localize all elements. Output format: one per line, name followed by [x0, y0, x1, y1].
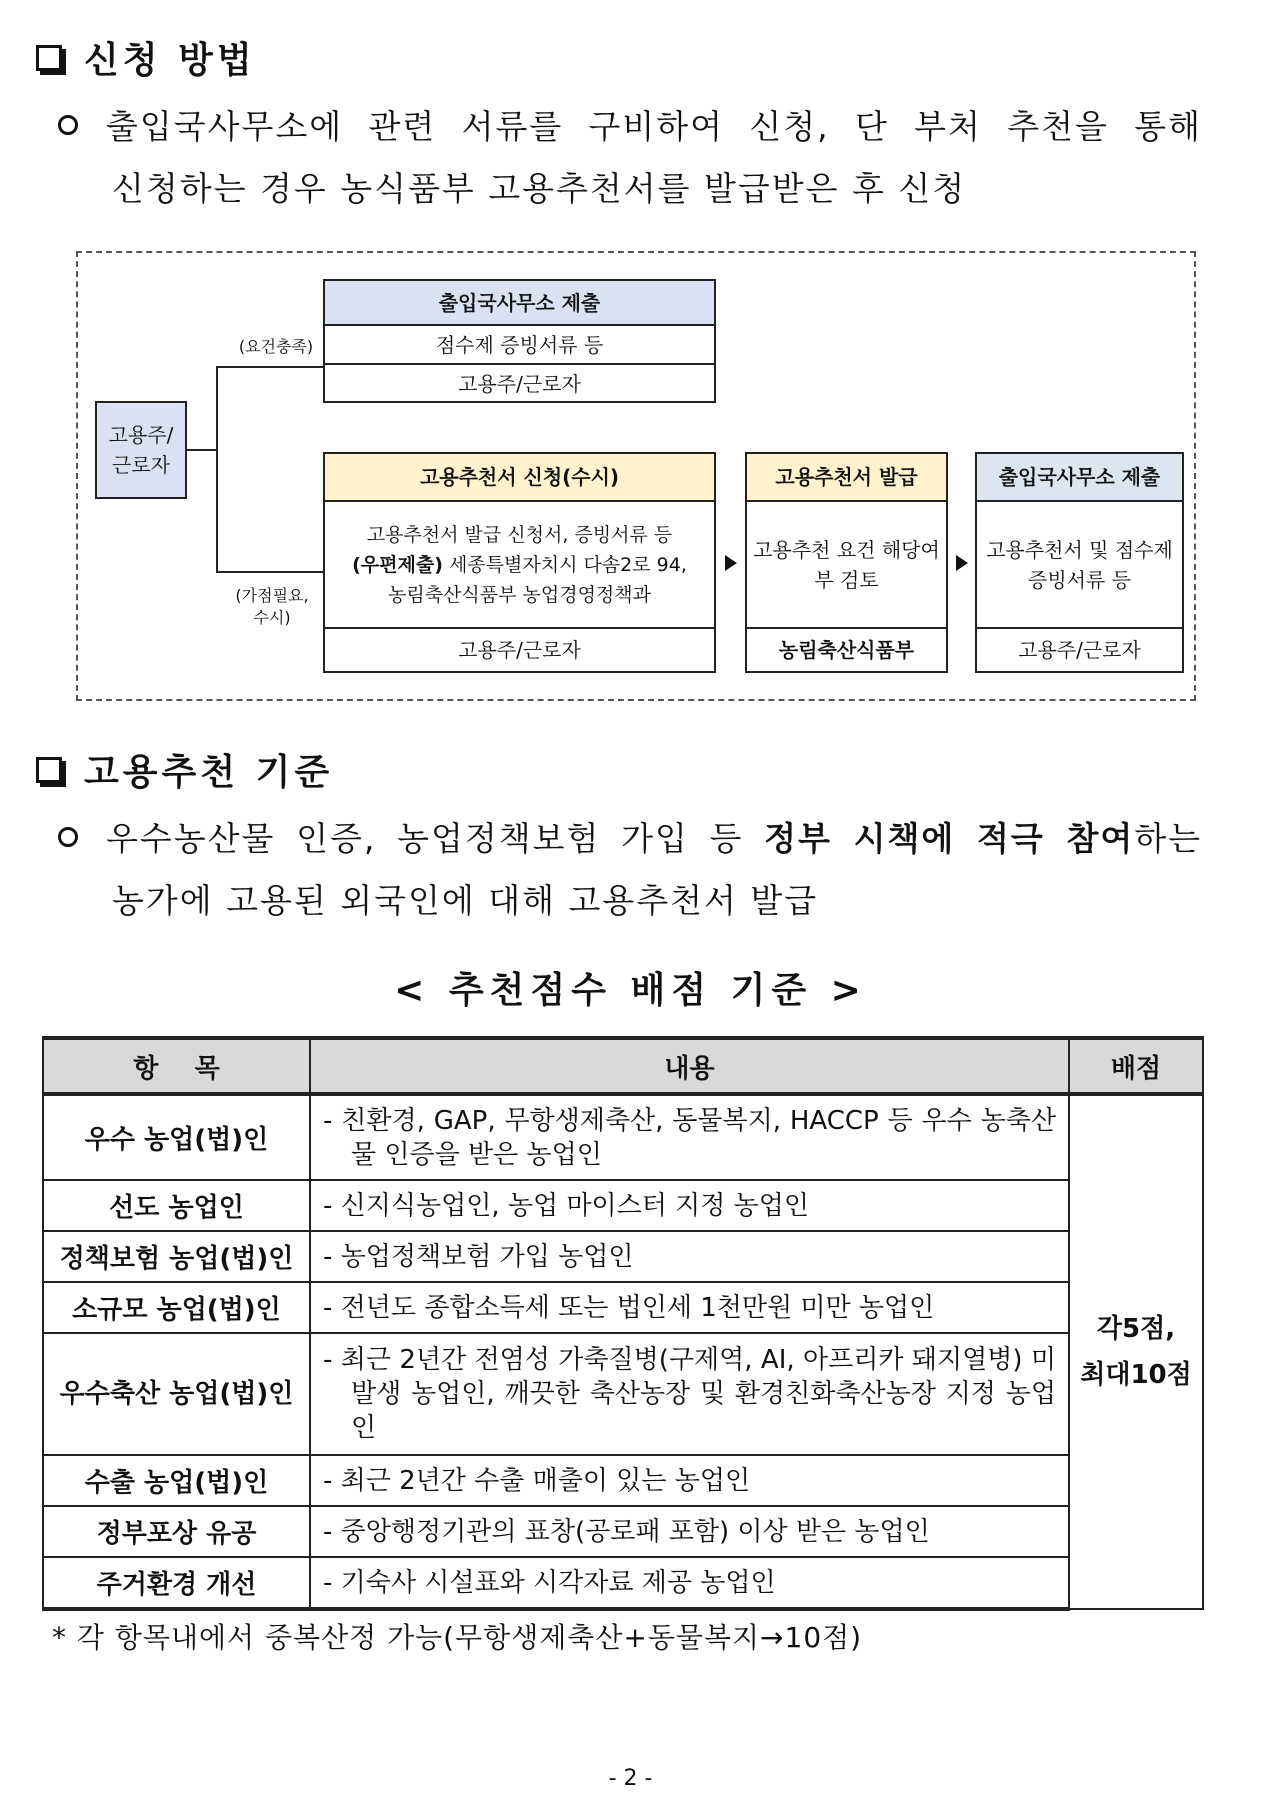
direct-actor: 고용주/근로자	[458, 372, 581, 396]
page-number: - 2 -	[608, 1766, 653, 1791]
section-heading-apply	[36, 32, 256, 83]
section-heading-criteria	[36, 744, 333, 795]
row-content: - 농업정책보험 가입 농업인	[323, 1241, 634, 1272]
table-title: < 추천점수 배점 기준 >	[394, 970, 867, 1011]
step1-footer: 고용주/근로자	[458, 638, 581, 662]
table-row	[43, 1506, 1203, 1557]
criteria-line-1b: 하는	[1134, 819, 1202, 858]
row-item: 정부포상 유공	[43, 1506, 310, 1557]
table-row	[43, 1333, 1203, 1455]
table-row	[43, 1557, 1203, 1609]
row-content: - 최근 2년간 수출 매출이 있는 농업인	[323, 1465, 751, 1496]
connector-line	[216, 366, 218, 572]
criteria-paragraph	[58, 808, 1202, 932]
checkbox-icon	[36, 757, 62, 783]
header-item: 항 목	[43, 1038, 310, 1094]
step3-footer: 고용주/근로자	[1018, 638, 1141, 662]
applicant-box: 고용주/근로자	[95, 401, 187, 499]
row-content: - 신지식농업인, 농업 마이스터 지정 농업인	[323, 1190, 809, 1221]
step-recommend-application	[323, 452, 716, 673]
criteria-line-1a: 우수농산물 인증, 농업정책보험 가입 등	[106, 819, 765, 858]
score-line-2: 최대10점	[1080, 1360, 1192, 1390]
direct-submission-box	[323, 279, 716, 403]
section-title: 고용추천 기준	[84, 752, 334, 793]
row-item: 소규모 농업(법)인	[43, 1282, 310, 1333]
note-bonus: (가점필요, 수시)	[235, 586, 309, 627]
connector-line	[216, 366, 324, 368]
arrow-right-icon	[956, 555, 968, 571]
row-content: - 최근 2년간 전염성 가축질병(구제역, AI, 아프리카 돼지열병) 미발생 농업인, 깨끗한 축산농장 및 환경친화축산농장 지정 농업인	[323, 1345, 1056, 1443]
apply-line-2: 신청하는 경우 농식품부 고용추천서를 발급받은 후 신청	[112, 169, 967, 208]
header-score: 배점	[1069, 1038, 1203, 1094]
bullet-circle-icon	[58, 115, 78, 135]
connector-line	[216, 571, 324, 573]
apply-line-1: 출입국사무소에 관련 서류를 구비하여 신청, 단 부처 추천을 통해	[106, 107, 1202, 146]
table-row	[43, 1180, 1203, 1231]
step1-body-line3: 농림축산식품부 농업경영정책과	[388, 583, 651, 606]
step3-body: 고용추천서 및 점수제 증빙서류 등	[977, 502, 1182, 629]
row-content: - 전년도 종합소득세 또는 법인세 1천만원 미만 농업인	[323, 1292, 935, 1323]
row-item: 정책보험 농업(법)인	[43, 1231, 310, 1282]
direct-docs: 점수제 증빙서류 등	[325, 326, 714, 365]
bullet-circle-icon	[58, 827, 78, 847]
footnote: * 각 항목내에서 중복산정 가능(무항생제축산+동물복지→10점)	[52, 1621, 863, 1654]
step1-address: 세종특별자치시 다솜2로 94,	[442, 553, 687, 576]
step2-body: 고용추천 요건 해당여부 검토	[747, 502, 946, 629]
checkbox-icon	[36, 45, 62, 71]
table-header-row	[43, 1038, 1203, 1094]
step1-body-line1: 고용추천서 발급 신청서, 증빙서류 등	[366, 523, 673, 546]
row-content: - 중앙행정기관의 표창(공로패 포함) 이상 받은 농업인	[323, 1516, 930, 1547]
step2-header: 고용추천서 발급	[747, 454, 946, 502]
note-requirement: (요건충족)	[238, 337, 314, 356]
direct-header: 출입국사무소 제출	[325, 281, 714, 326]
score-cell	[1069, 1094, 1203, 1609]
step3-header: 출입국사무소 제출	[977, 454, 1182, 502]
table-row	[43, 1282, 1203, 1333]
table-row	[43, 1231, 1203, 1282]
row-content: - 친환경, GAP, 무항생제축산, 동물복지, HACCP 등 우수 농축산물 인증을 받은 농업인	[323, 1105, 1056, 1170]
table-row	[43, 1455, 1203, 1506]
row-item: 우수 농업(법)인	[43, 1094, 310, 1180]
arrow-right-icon	[725, 555, 737, 571]
score-line-1: 각5점,	[1096, 1314, 1176, 1344]
row-item: 주거환경 개선	[43, 1557, 310, 1609]
row-item: 선도 농업인	[43, 1180, 310, 1231]
step1-header: 고용추천서 신청(수시)	[325, 454, 714, 502]
row-item: 수출 농업(법)인	[43, 1455, 310, 1506]
step1-body	[325, 502, 714, 629]
connector-line	[187, 449, 217, 451]
step1-mail-label: (우편제출)	[352, 553, 443, 576]
step-immigration-submission	[975, 452, 1184, 673]
criteria-line-2: 농가에 고용된 외국인에 대해 고용추천서 발급	[112, 881, 819, 920]
row-item: 우수축산 농업(법)인	[43, 1333, 310, 1455]
header-content: 내용	[310, 1038, 1069, 1094]
step-recommend-issue	[745, 452, 948, 673]
apply-paragraph	[58, 96, 1202, 220]
score-criteria-table	[42, 1036, 1204, 1611]
step2-footer: 농림축산식품부	[778, 638, 915, 662]
section-title: 신청 방법	[84, 40, 256, 81]
criteria-emphasis: 정부 시책에 적극 참여	[764, 819, 1135, 858]
table-row	[43, 1094, 1203, 1180]
row-content: - 기숙사 시설표와 시각자료 제공 농업인	[323, 1567, 776, 1598]
